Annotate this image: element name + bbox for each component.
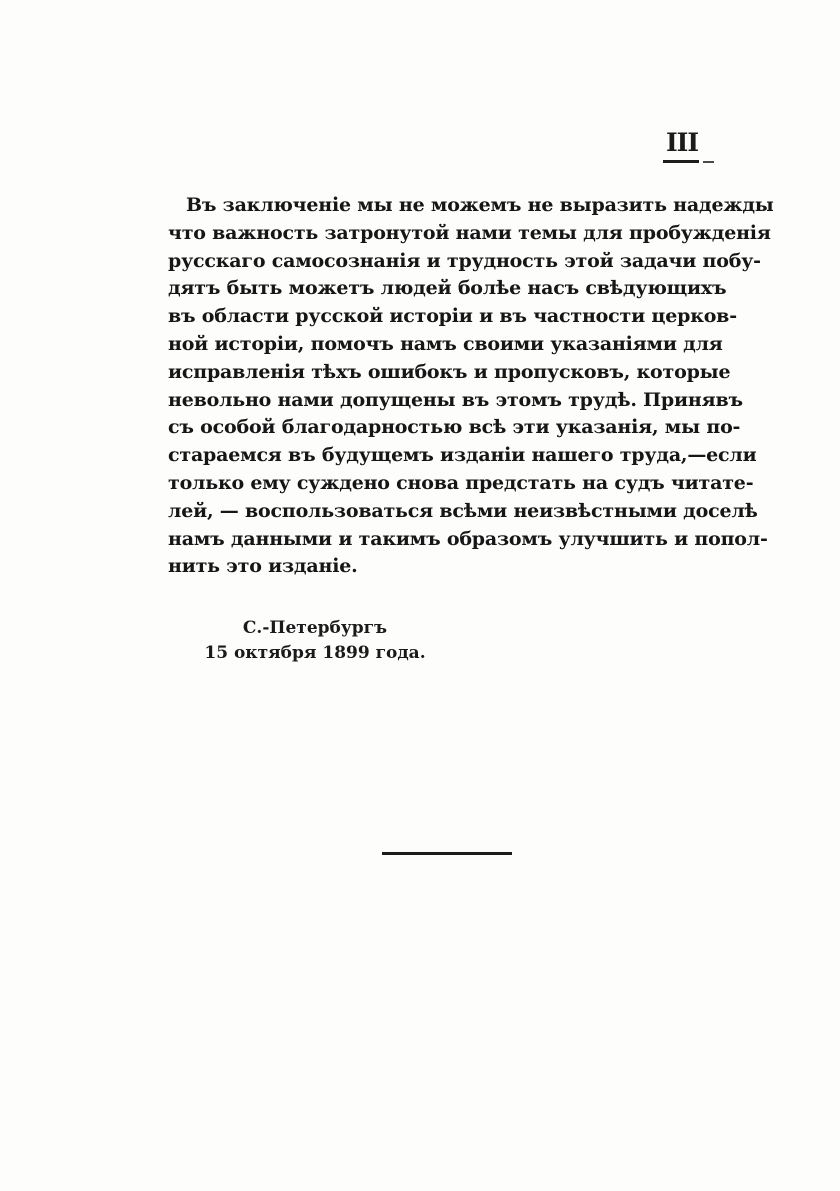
paragraph-line: нить это изданіе. — [168, 555, 358, 578]
end-rule — [382, 852, 512, 855]
colophon-place: С.-Петербургъ — [242, 618, 388, 638]
body-paragraph — [168, 192, 774, 581]
colophon-date: 15 октября 1899 года. — [204, 643, 426, 663]
paragraph-line: стараемся въ будущемъ изданіи нашего труда,—если — [168, 444, 757, 467]
paragraph-line: лей, — воспользоваться всѣми неизвѣстными доселѣ — [168, 499, 758, 522]
paragraph-line: что важность затронутой нами темы для пробужденія — [168, 221, 771, 244]
paragraph-line: исправленія тѣхъ ошибокъ и пропусковъ, которые — [168, 360, 731, 383]
colophon — [175, 616, 455, 666]
page-number-underline — [663, 160, 699, 163]
paragraph-line: только ему суждено снова предстать на судъ читате- — [168, 471, 754, 494]
paragraph-line: въ области русской исторіи и въ частности церков- — [168, 305, 737, 328]
paragraph-line: ной исторіи, помочъ намъ своими указаніями для — [168, 332, 723, 355]
page-number-dash — [703, 161, 714, 163]
paragraph-line: съ особой благодарностью всѣ эти указанія, мы по- — [168, 416, 741, 439]
paragraph-line: дятъ быть можетъ людей болѣе насъ свѣдующихъ — [168, 277, 727, 300]
paragraph-line: Въ заключеніе мы не можемъ не выразить надежды — [186, 194, 774, 216]
page-number: III — [665, 128, 699, 157]
paragraph-line: намъ данными и такимъ образомъ улучшить и попол- — [168, 527, 768, 550]
paragraph-line: русскаго самосознанія и трудность этой задачи побу- — [168, 249, 761, 272]
paragraph-line: невольно нами допущены въ этомъ трудѣ. Принявъ — [168, 388, 743, 411]
